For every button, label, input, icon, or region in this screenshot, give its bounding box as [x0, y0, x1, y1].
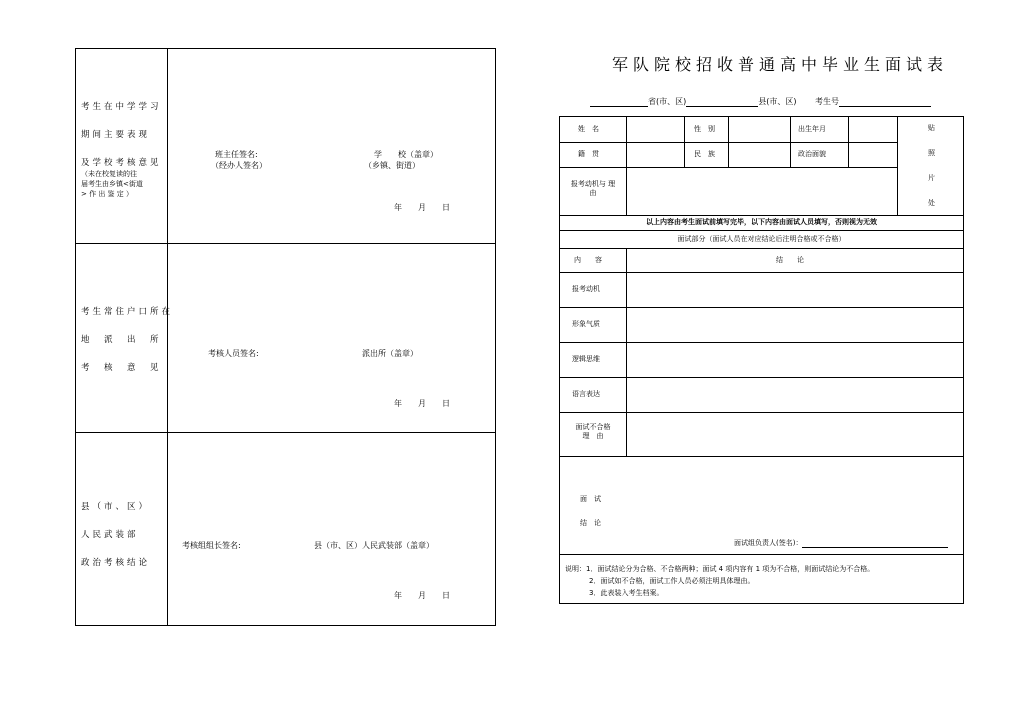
conclusion-column-header: 结 论: [776, 256, 804, 264]
photo-label-char: 片: [928, 174, 935, 182]
date-line: 年 月 日: [394, 591, 450, 600]
signature-line: 班主任签名:: [215, 150, 258, 159]
conclusion-label-line: 结 论: [580, 519, 601, 527]
fail-reason-field[interactable]: [627, 413, 963, 455]
label-line: 考生在中学学习: [81, 102, 162, 112]
school-review-note: [81, 169, 143, 199]
interview-conclusion-label: [580, 487, 601, 535]
armed-forces-review-section: [76, 433, 495, 625]
item-appearance: 形象气质: [572, 320, 600, 328]
note-line: 届考生由乡镇<街道: [81, 180, 143, 188]
item-logic: 逻辑思维: [572, 355, 600, 363]
note-line: 3．此表装入考生档案。: [589, 589, 664, 597]
seal-line: 学 校（盖章）: [374, 150, 438, 159]
language-conclusion-field[interactable]: [627, 378, 963, 411]
conclusion-label-line: 面 试: [580, 495, 601, 503]
police-seal-label: 派出所（盖章）: [362, 349, 418, 358]
row-divider: [560, 248, 963, 249]
province-blank[interactable]: [590, 97, 648, 107]
school-review-label: [81, 93, 162, 177]
school-review-section: [76, 49, 495, 244]
county-label: 县(市、区): [758, 97, 797, 106]
province-label: 省(市、区): [648, 97, 687, 106]
item-motive: 报考动机: [572, 285, 600, 293]
date-line: 年 月 日: [394, 399, 450, 408]
photo-label-char: 贴: [928, 124, 935, 132]
photo-box[interactable]: [898, 118, 962, 214]
label-line: 人民武装部: [81, 530, 139, 540]
political-review-form: [75, 48, 496, 626]
content-column-header: 内 容: [574, 256, 602, 264]
fail-reason-line: 面试不合格: [575, 423, 611, 431]
label-line: 考生常住户口所在: [81, 307, 174, 317]
county-blank[interactable]: [686, 97, 758, 107]
interview-form: [559, 116, 964, 604]
appearance-conclusion-field[interactable]: [627, 308, 963, 341]
seal-line: （乡镇、街道）: [364, 161, 420, 170]
form-notes: [565, 563, 874, 599]
ethnicity-label: 民 族: [694, 150, 715, 158]
motive-field[interactable]: [627, 168, 896, 214]
school-seal-label: [364, 149, 438, 171]
signature-line: （经办人签名）: [211, 161, 267, 170]
police-review-section: [76, 244, 495, 433]
note-line: > 作 出 鉴 定 ）: [81, 190, 133, 198]
leader-signature-label: 考核组组长签名:: [182, 541, 241, 550]
ethnicity-field[interactable]: [729, 143, 789, 166]
police-review-label-cell: [76, 244, 174, 432]
armed-forces-label-cell: [76, 433, 168, 625]
motive-conclusion-field[interactable]: [627, 273, 963, 306]
native-place-field[interactable]: [627, 143, 683, 166]
row-divider: [560, 554, 963, 555]
note-line: 2．面试如不合格，面试工作人员必须注明具体理由。: [589, 577, 755, 585]
exam-number-blank[interactable]: [839, 97, 931, 107]
label-line: 地 派 出 所: [81, 335, 162, 345]
label-line: 县（市、区）: [81, 502, 151, 512]
label-line: 期间主要表现: [81, 130, 151, 140]
exam-number-label: 考生号: [815, 97, 840, 106]
motive-label-line: 报考动机与 理: [570, 180, 616, 188]
fail-reason-label: [562, 423, 624, 441]
item-language: 语言表达: [572, 390, 600, 398]
note-line: （未在校复读的往: [81, 170, 137, 178]
form-header-line: [590, 96, 931, 107]
birth-date-label: 出生年月: [798, 125, 826, 133]
row-divider: [560, 230, 963, 231]
name-field[interactable]: [627, 118, 683, 141]
armed-forces-seal-label: 县（市、区）人民武装部（盖章）: [314, 541, 434, 550]
political-status-label: 政治面貌: [798, 150, 826, 158]
col-divider: [684, 117, 685, 167]
photo-label-char: 处: [928, 199, 935, 207]
note-line: 说明：1．面试结论分为合格、不合格两种；面试 4 项内容有 1 项为不合格，则面试结论为不合格。: [565, 565, 875, 573]
teacher-signature-label: [211, 149, 267, 171]
name-label: 姓 名: [578, 125, 599, 133]
armed-forces-label: [81, 493, 150, 577]
photo-label-char: 照: [928, 149, 935, 157]
row-divider: [560, 215, 963, 216]
date-line: 年 月 日: [394, 203, 450, 212]
fail-reason-line: 理 由: [582, 432, 604, 440]
political-status-field[interactable]: [849, 143, 896, 166]
logic-conclusion-field[interactable]: [627, 343, 963, 376]
label-line: 及学校考核意见: [81, 158, 162, 168]
motive-label-line: 由: [589, 189, 597, 197]
motive-label: [562, 180, 624, 198]
school-review-label-cell: [76, 49, 168, 243]
gender-field[interactable]: [729, 118, 789, 141]
label-line: 政治考核结论: [81, 558, 151, 568]
interview-part-heading: 面试部分（面试人员在对应结论后注明合格或不合格）: [677, 235, 846, 243]
label-line: 考 核 意 见: [81, 363, 162, 373]
native-place-label: 籍 贯: [578, 150, 599, 158]
col-divider: [790, 117, 791, 167]
notice-banner: 以上内容由考生面试前填写完毕，以下内容由面试人员填写，否则视为无效: [646, 218, 877, 226]
gender-label: 性 别: [694, 125, 715, 133]
leader-signature-line: [734, 538, 948, 548]
leader-signature-label: 面试组负责人(签名)：: [734, 539, 803, 547]
leader-signature-blank[interactable]: [802, 538, 948, 548]
form-title: 军队院校招收普通高中毕业生面试表: [612, 55, 949, 74]
birth-date-field[interactable]: [849, 118, 896, 141]
examiner-signature-label: 考核人员签名:: [208, 349, 259, 358]
police-review-label: [81, 298, 173, 382]
